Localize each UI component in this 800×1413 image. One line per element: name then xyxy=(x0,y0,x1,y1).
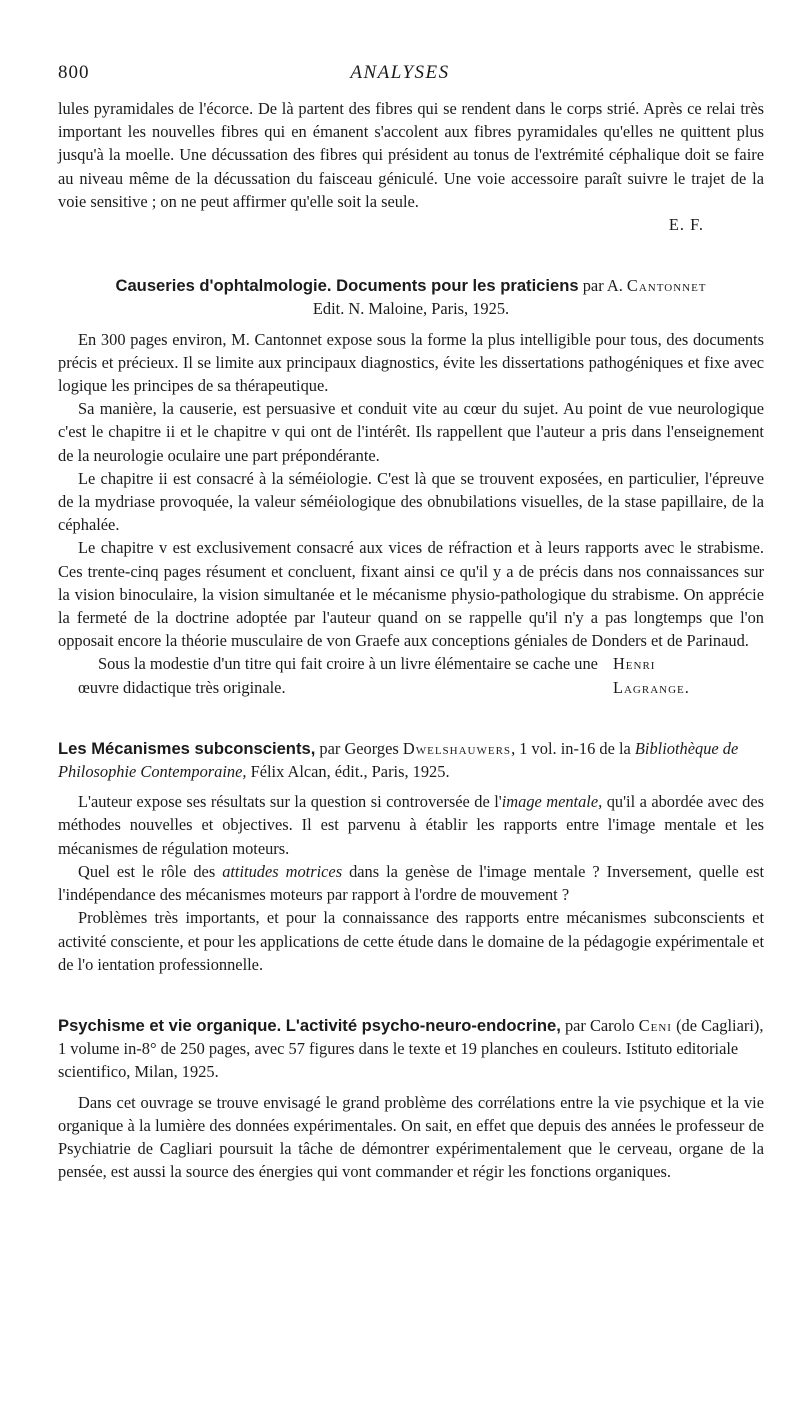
review-by: par A. xyxy=(582,276,623,296)
review-author: Dwelshauwers xyxy=(402,738,512,758)
running-head: ANALYSES xyxy=(350,62,450,83)
review-psychisme xyxy=(58,1014,764,1183)
review-heading xyxy=(58,737,764,783)
emphasis: image mentale, xyxy=(501,792,603,812)
signature: Henri Lagrange. xyxy=(612,654,690,697)
text-run: Quel est le rôle des xyxy=(78,861,223,881)
review-author: Cantonnet xyxy=(626,276,707,296)
review-mecanismes xyxy=(58,737,764,976)
continuation-paragraph: lules pyramidales de l'écorce. De là partent des fibres qui se rendent dans le corps strié. Après ce relai très important les nouvelles fibres qui en émanent s'accolent aux fibres pyramidales qu'elles ne quittent plus jusqu'à la moelle. Une décussation des fibres qui président au tonus de l'extrémité céphalique doit se faire au niveau même de la décussation du faisceau géniculé. Une voie accessoire paraît suivre le trajet de la voie sensitive ; on ne peut affirmer qu'elle soit la seule. xyxy=(58,99,764,211)
signature-line xyxy=(58,652,764,698)
page-header xyxy=(58,62,742,86)
page-number: 800 xyxy=(58,62,90,83)
signature-line xyxy=(58,213,764,236)
text-run: dans la genèse de l'image mentale ? Inversement, quelle est l'indépendance des mécanismes moteurs par rapport à l'ordre de mouvement ? xyxy=(58,861,765,905)
review-causeries xyxy=(58,274,764,699)
review-series: Bibliothèque de Philosophie Contemporaine, xyxy=(58,738,739,782)
review-paragraph: En 300 pages environ, M. Cantonnet expose sous la forme la plus intelligible pour tous, des documents précis et précieux. Il se limite aux principaux diagnostics, évite les dissertations pathogéniques et fixe avec logique les principes de sa thérapeutique. xyxy=(58,329,764,396)
review-paragraph: Le chapitre ii est consacré à la séméiologie. C'est là que se trouvent exposées, en particulier, l'épreuve de la mydriase provoquée, la valeur séméiologique des obnubilations visuelles, de la stase papillaire, de la céphalée. xyxy=(58,468,764,535)
review-by: par Carolo xyxy=(564,1015,635,1035)
page-body xyxy=(58,97,764,1183)
review-paragraph xyxy=(58,860,764,906)
text-run: L'auteur expose ses résultats sur la question si controversée de l' xyxy=(78,792,502,812)
review-paragraph: Le chapitre v est exclusivement consacré aux vices de réfraction et à leurs rapports avec le strabisme. Ces trente-cinq pages résument et concluent, fixant ainsi ce qu'il y a de précis dans nos connaissances sur la vision binoculaire, la vision simultanée et le mécanisme physio-pathologique du strabisme. On apprécie la fermeté de la doctrine adoptée par l'auteur quand on se rappelle qu'il n'y a pas longtemps que l'on opposait encore la théorie musculaire de von Graefe aux conceptions géniales de Donders et de Parinaud. xyxy=(58,538,764,651)
continuation-text xyxy=(58,97,764,236)
review-heading xyxy=(58,274,764,320)
review-by: par Georges xyxy=(319,738,399,758)
review-publisher: Félix Alcan, édit., Paris, 1925. xyxy=(250,762,450,782)
review-paragraph xyxy=(58,790,764,860)
text-run: qu'il a abordée avec des méthodes nouvelles et objectives. Il est parvenu à établir les rapports entre l'image mentale et les mécanismes de régulation moteurs. xyxy=(58,792,764,858)
emphasis: attitudes motrices xyxy=(222,861,343,881)
signature: E. F. xyxy=(668,215,704,235)
review-author: Ceni xyxy=(638,1015,672,1035)
review-paragraph: Dans cet ouvrage se trouve envisagé le grand problème des corrélations entre la vie psychique et la vie organique à la lumière des données expérimentales. On sait, en effet que depuis des années le professeur de Psychiatrie de Cagliari poursuit la tâche de démontrer expérimentalement que le cerveau, organe de la pensée, est aussi la source des énergies qui vont commander et régir les fonctions organiques. xyxy=(58,1092,764,1182)
review-volume: , 1 vol. in-16 de la xyxy=(511,738,631,758)
review-publisher: Edit. N. Maloine, Paris, 1925. xyxy=(312,299,510,319)
review-heading xyxy=(58,1014,764,1084)
review-title: Causeries d'ophtalmologie. Documents pour les praticiens xyxy=(115,276,579,296)
review-title: Les Mécanismes subconscients, xyxy=(58,738,316,758)
review-paragraph: Problèmes très importants, et pour la connaissance des rapports entre mécanismes subconscients et activité consciente, et pour les applications de cette étude dans le domaine de la pédagogie expérimentale et de l'o ientation professionnelle. xyxy=(58,908,764,974)
review-paragraph: Sa manière, la causerie, est persuasive et conduit vite au cœur du sujet. Au point de vue neurologique c'est le chapitre ii et le chapitre v qui ont de l'intérêt. Ils rappellent que l'auteur a pris dans l'enseignement de la neurologie oculaire une part prépondérante. xyxy=(58,399,764,465)
review-publication-details: (de Cagliari), 1 volume in-8° de 250 pages, avec 57 figures dans le texte et 19 planches en couleurs. Istituto editoriale scientifico, Milan, 1925. xyxy=(58,1015,764,1082)
review-title: Psychisme et vie organique. L'activité psycho-neuro-endocrine, xyxy=(58,1015,561,1035)
review-paragraph: Sous la modestie d'un titre qui fait croire à un livre élémentaire se cache une œuvre didactique très originale. xyxy=(78,654,598,697)
